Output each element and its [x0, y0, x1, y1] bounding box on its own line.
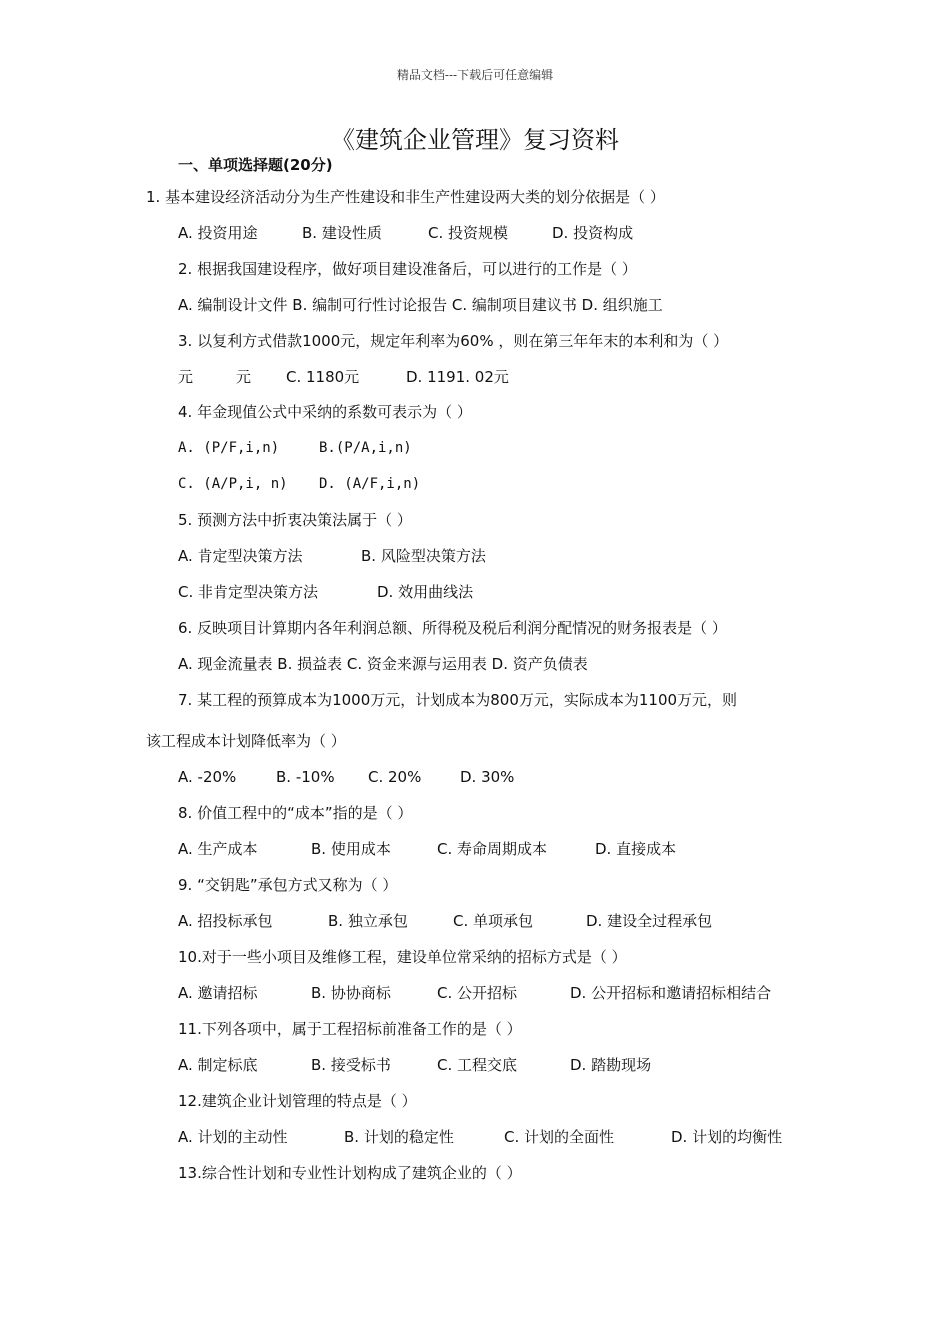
option-a: A. 计划的主动性 [178, 1128, 288, 1146]
option-b: B. 风险型决策方法 [361, 547, 486, 565]
question-6-options: A. 现金流量表 B. 损益表 C. 资金来源与运用表 D. 资产负债表 [178, 655, 588, 673]
question-11-options [178, 1055, 651, 1075]
question-4-options-row1 [178, 438, 412, 458]
option-b: B. 使用成本 [311, 840, 391, 858]
question-12: 12.建筑企业计划管理的特点是（ ） [178, 1092, 417, 1110]
option-a: A. 制定标底 [178, 1056, 258, 1074]
section-heading: 一、单项选择题(20分) [178, 156, 333, 174]
option-c: C. 计划的全面性 [504, 1128, 615, 1146]
question-7: 7. 某工程的预算成本为1000万元，计划成本为800万元，实际成本为1100万元，则 [178, 691, 738, 709]
question-9: 9. “交钥匙”承包方式又称为（ ） [178, 876, 398, 894]
question-2-options: A. 编制设计文件 B. 编制可行性讨论报告 C. 编制项目建议书 D. 组织施工 [178, 296, 663, 314]
option-a: A. (P/F,i,n) [178, 440, 280, 456]
question-7-options [178, 767, 514, 787]
option-b: B. -10% [276, 768, 335, 786]
question-10-options [178, 983, 771, 1003]
option-c: C. 工程交底 [437, 1056, 518, 1074]
option-c: C. 寿命周期成本 [437, 840, 548, 858]
option-c: C. 非肯定型决策方法 [178, 583, 319, 601]
option-c: C. 1180元 [286, 368, 360, 386]
option-d: D. 建设全过程承包 [586, 912, 713, 930]
option-d: D. 投资构成 [552, 224, 634, 242]
question-11: 11.下列各项中，属于工程招标前准备工作的是（ ） [178, 1020, 522, 1038]
question-4: 4. 年金现值公式中采纳的系数可表示为（ ） [178, 403, 472, 421]
option-c: C. 20% [368, 768, 422, 786]
option-b: B. 计划的稳定性 [344, 1128, 454, 1146]
option-d: D. 计划的均衡性 [671, 1128, 783, 1146]
option-c: C. 公开招标 [437, 984, 518, 1002]
question-1: 1. 基本建设经济活动分为生产性建设和非生产性建设两大类的划分依据是（ ） [146, 188, 665, 206]
option-b: B. 建设性质 [302, 224, 382, 242]
option-b: 元 [236, 368, 252, 386]
option-d: D. 直接成本 [595, 840, 677, 858]
question-5: 5. 预测方法中折衷决策法属于（ ） [178, 511, 412, 529]
page-header: 精品文档---下载后可任意编辑 [396, 68, 554, 82]
option-a: A. -20% [178, 768, 237, 786]
option-a: 元 [178, 368, 194, 386]
option-d: D. (A/F,i,n) [319, 476, 421, 492]
option-b: B. 接受标书 [311, 1056, 391, 1074]
option-b: B. 协协商标 [311, 984, 391, 1002]
question-13: 13.综合性计划和专业性计划构成了建筑企业的（ ） [178, 1164, 522, 1182]
question-5-options-row1 [178, 546, 486, 566]
question-5-options-row2 [178, 582, 473, 602]
document-title: 《建筑企业管理》复习资料 [331, 126, 619, 154]
option-c: C. (A/P,i, n) [178, 476, 288, 492]
question-2: 2. 根据我国建设程序，做好项目建设准备后，可以进行的工作是（ ） [178, 260, 637, 278]
option-d: D. 30% [460, 768, 515, 786]
option-a: A. 投资用途 [178, 224, 258, 242]
question-3: 3. 以复利方式借款1000元，规定年利率为60% ，则在第三年年末的本利和为（ ） [178, 332, 729, 350]
option-c: C. 投资规模 [428, 224, 509, 242]
question-1-options [178, 223, 633, 243]
question-8-options [178, 839, 676, 859]
option-a: A. 招投标承包 [178, 912, 273, 930]
option-d: D. 1191. 02元 [406, 368, 509, 386]
question-8: 8. 价值工程中的“成本”指的是（ ） [178, 804, 413, 822]
question-4-options-row2 [178, 474, 420, 494]
option-b: B.(P/A,i,n) [319, 440, 412, 456]
question-10: 10.对于一些小项目及维修工程，建设单位常采纳的招标方式是（ ） [178, 948, 627, 966]
option-d: D. 公开招标和邀请招标相结合 [570, 984, 772, 1002]
option-a: A. 生产成本 [178, 840, 258, 858]
option-b: B. 独立承包 [328, 912, 408, 930]
option-d: D. 踏勘现场 [570, 1056, 652, 1074]
option-d: D. 效用曲线法 [377, 583, 474, 601]
question-9-options [178, 911, 712, 931]
question-12-options [178, 1127, 782, 1147]
question-3-options [178, 367, 509, 387]
question-7-continued: 该工程成本计划降低率为（ ） [146, 732, 346, 750]
option-a: A. 邀请招标 [178, 984, 258, 1002]
option-c: C. 单项承包 [453, 912, 534, 930]
question-6: 6. 反映项目计算期内各年利润总额、所得税及税后利润分配情况的财务报表是（ ） [178, 619, 727, 637]
option-a: A. 肯定型决策方法 [178, 547, 303, 565]
